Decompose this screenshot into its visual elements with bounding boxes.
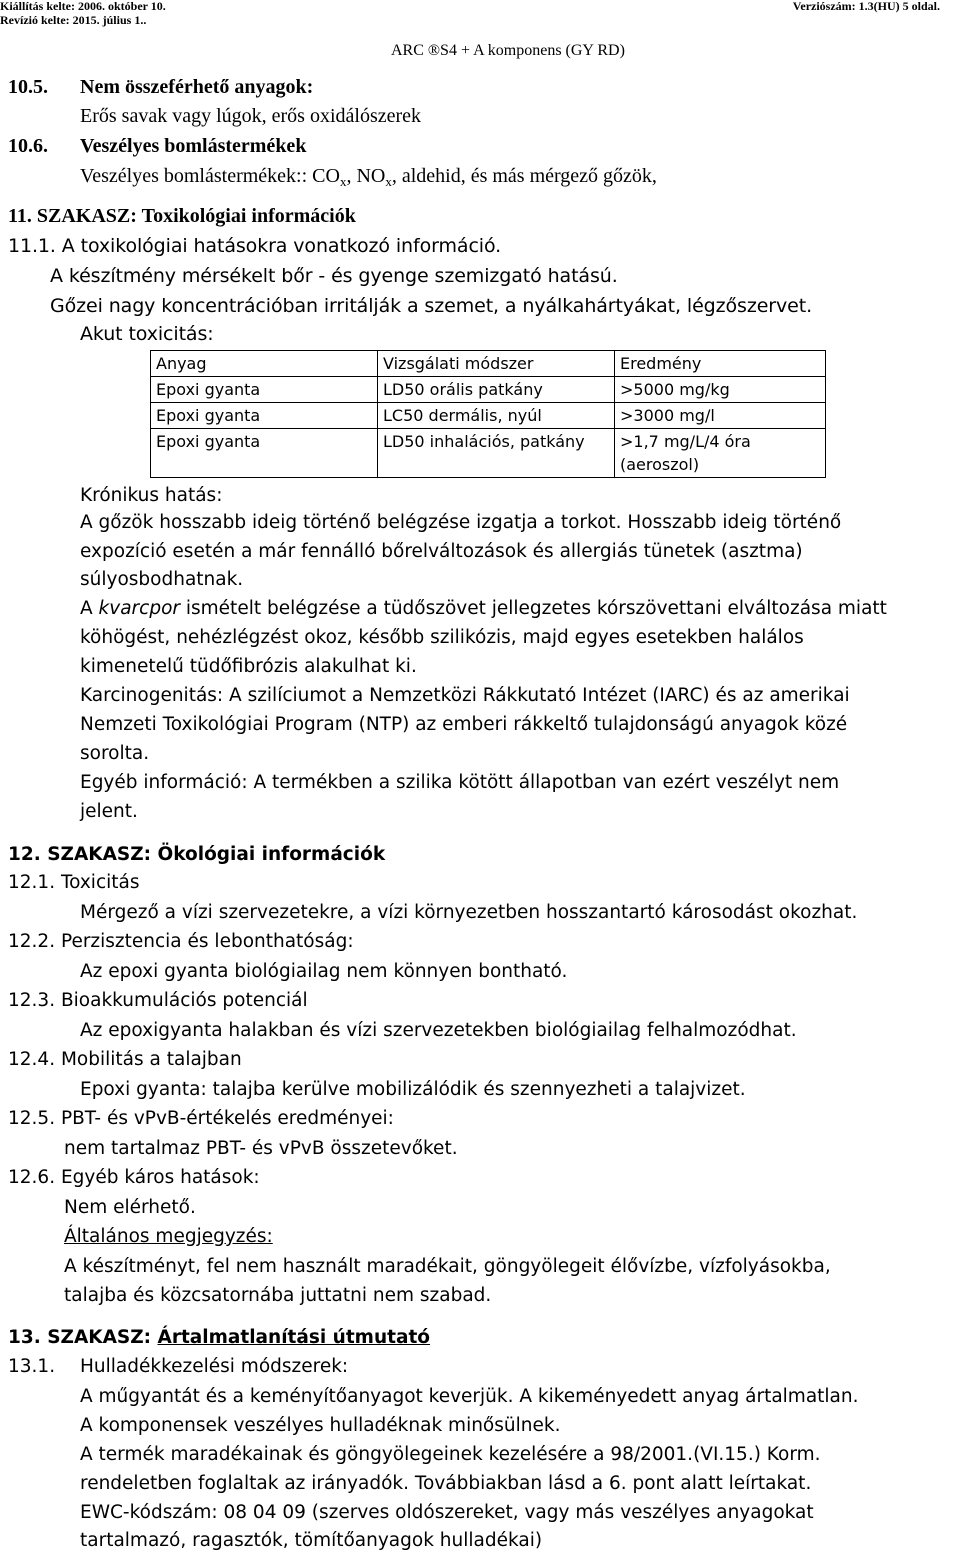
table-cell: LD50 inhalációs, patkány <box>378 429 615 478</box>
table-header-row <box>151 351 826 377</box>
decomp-mid: , NO <box>346 165 386 187</box>
acute-toxicity-table <box>150 350 826 478</box>
section-12-title: 12. SZAKASZ: Ökológiai információk <box>8 844 386 865</box>
disposal-line: EWC-kódszám: 08 04 09 (szerves oldószereket, vagy más veszélyes anyagokat <box>80 1502 814 1523</box>
table-cell: LD50 orális patkány <box>378 377 615 403</box>
section-10-6-number: 10.6. <box>8 135 48 157</box>
table-cell: Epoxi gyanta <box>151 403 378 429</box>
version-label: Verziószám: 1.3(HU) 5 oldal. <box>792 0 940 13</box>
section-12-6-text: Nem elérhető. <box>64 1197 196 1218</box>
section-13-title <box>8 1327 430 1348</box>
table-cell: LC50 dermális, nyúl <box>378 403 615 429</box>
section-13-title-underlined: Ártalmatlanítási útmutató <box>157 1327 431 1348</box>
table-cell: Epoxi gyanta <box>151 377 378 403</box>
section-12-1-text: Mérgező a vízi szervezetekre, a vízi környezetben hosszantartó károsodást okozhat. <box>80 902 858 923</box>
chronic-line: expozíció esetén a már fennálló bőrelváltozások és allergiás tünetek (asztma) <box>80 541 803 562</box>
decomp-sub-1: x <box>339 174 347 189</box>
section-13-title-prefix: 13. SZAKASZ: <box>8 1327 158 1348</box>
section-11-title: 11. SZAKASZ: Toxikológiai információk <box>8 205 356 227</box>
quartz-term: kvarcpor <box>98 598 180 619</box>
section-10-5-title: Nem összeférhető anyagok: <box>80 76 314 98</box>
section-12-3-text: Az epoxigyanta halakban és vízi szervezetekben biológiailag felhalmozódhat. <box>80 1020 797 1041</box>
carcinogenicity-line: Nemzeti Toxikológiai Program (NTP) az emberi rákkeltő tulajdonságú anyagok közé <box>80 714 848 735</box>
section-12-2-heading: 12.2. Perzisztencia és lebonthatóság: <box>8 931 354 952</box>
quartz-post: ismételt belégzése a tüdőszövet jellegzetes kórszövettani elváltozása miatt <box>180 598 887 619</box>
chronic-line: súlyosbodhatnak. <box>80 569 244 590</box>
other-info-line: jelent. <box>80 801 138 822</box>
section-12-6-heading: 12.6. Egyéb káros hatások: <box>8 1167 260 1188</box>
table-row <box>151 377 826 403</box>
header-cell: Vizsgálati módszer <box>378 351 615 377</box>
quartz-pre: A <box>80 598 99 619</box>
issue-date: Kiállítás kelte: 2006. október 10. <box>0 0 166 13</box>
quartz-line: kimenetelű tüdőfibrózis alakulhat ki. <box>80 656 417 677</box>
section-11-1-heading: 11.1. A toxikológiai hatásokra vonatkozó információ. <box>8 235 502 257</box>
carcinogenicity-line: sorolta. <box>80 743 150 764</box>
section-10-6-title: Veszélyes bomlástermékek <box>80 135 307 157</box>
revision-date: Revízió kelte: 2015. július 1.. <box>0 13 147 27</box>
acute-toxicity-label: Akut toxicitás: <box>80 323 214 345</box>
section-13-1-heading: Hulladékkezelési módszerek: <box>80 1356 349 1377</box>
quartz-line: köhögést, nehézlégzést okoz, később szilikózis, majd egyes esetekben halálos <box>80 627 804 648</box>
decomp-post: , aldehid, és más mérgező gőzök, <box>391 165 657 187</box>
general-remark-label: Általános megjegyzés: <box>64 1226 273 1247</box>
section-12-1-heading: 12.1. Toxicitás <box>8 872 140 893</box>
chronic-effect-label: Krónikus hatás: <box>80 485 223 506</box>
table-cell: >3000 mg/l <box>615 403 826 429</box>
section-10-5-number: 10.5. <box>8 76 48 98</box>
section-12-2-text: Az epoxi gyanta biológiailag nem könnyen bontható. <box>80 961 568 982</box>
header-cell: Anyag <box>151 351 378 377</box>
decomposition-products-text <box>80 165 657 188</box>
disposal-line: tartalmazó, ragasztók, tömítőanyagok hulladékai) <box>80 1530 543 1551</box>
section-12-3-heading: 12.3. Bioakkumulációs potenciál <box>8 990 308 1011</box>
general-remark-line: talajba és közcsatornába juttatni nem szabad. <box>64 1285 492 1306</box>
section-12-5-heading: 12.5. PBT- és vPvB-értékelés eredményei: <box>8 1108 394 1129</box>
table-cell: >1,7 mg/L/4 óra (aeroszol) <box>615 429 826 478</box>
section-12-4-heading: 12.4. Mobilitás a talajban <box>8 1049 242 1070</box>
disposal-line: A komponensek veszélyes hulladéknak minősülnek. <box>80 1415 561 1436</box>
other-info-line: Egyéb információ: A termékben a szilika kötött állapotban van ezért veszélyt nem <box>80 772 840 793</box>
table-row <box>151 403 826 429</box>
disposal-line: rendeletben foglaltak az irányadók. Továbbiakban lásd a 6. pont alatt leírtakat. <box>80 1473 812 1494</box>
decomp-sub-2: x <box>385 174 392 189</box>
header-cell: Eredmény <box>615 351 826 377</box>
tox-line-2: Gőzei nagy koncentrációban irritálják a szemet, a nyálkahártyákat, légzőszervet. <box>50 295 813 317</box>
disposal-line: A termék maradékainak és göngyölegeinek kezelésére a 98/2001.(VI.15.) Korm. <box>80 1444 821 1465</box>
section-12-4-text: Epoxi gyanta: talajba kerülve mobilizálódik és szennyezheti a talajvizet. <box>80 1079 746 1100</box>
table-cell: >5000 mg/kg <box>615 377 826 403</box>
chronic-line: A gőzök hosszabb ideig történő belégzése izgatja a torkot. Hosszabb ideig történő <box>80 512 842 533</box>
table-cell: Epoxi gyanta <box>151 429 378 478</box>
section-10-5-text: Erős savak vagy lúgok, erős oxidálószerek <box>80 105 422 127</box>
quartz-line <box>80 598 887 619</box>
general-remark-line: A készítményt, fel nem használt maradékait, göngyölegeit élővízbe, vízfolyásokba, <box>64 1256 831 1277</box>
decomp-pre: Veszélyes bomlástermékek:: CO <box>80 165 340 187</box>
carcinogenicity-line: Karcinogenitás: A szilíciumot a Nemzetközi Rákkutató Intézet (IARC) és az amerikai <box>80 685 850 706</box>
product-name: ARC ®S4 + A komponens (GY RD) <box>391 42 625 59</box>
section-12-5-text: nem tartalmaz PBT- és vPvB összetevőket. <box>64 1138 458 1159</box>
table-row <box>151 429 826 478</box>
section-13-1-number: 13.1. <box>8 1356 56 1377</box>
tox-line-1: A készítmény mérsékelt bőr - és gyenge szemizgató hatású. <box>50 265 618 287</box>
disposal-line: A műgyantát és a keményítőanyagot keverjük. A kikeményedett anyag ártalmatlan. <box>80 1386 859 1407</box>
